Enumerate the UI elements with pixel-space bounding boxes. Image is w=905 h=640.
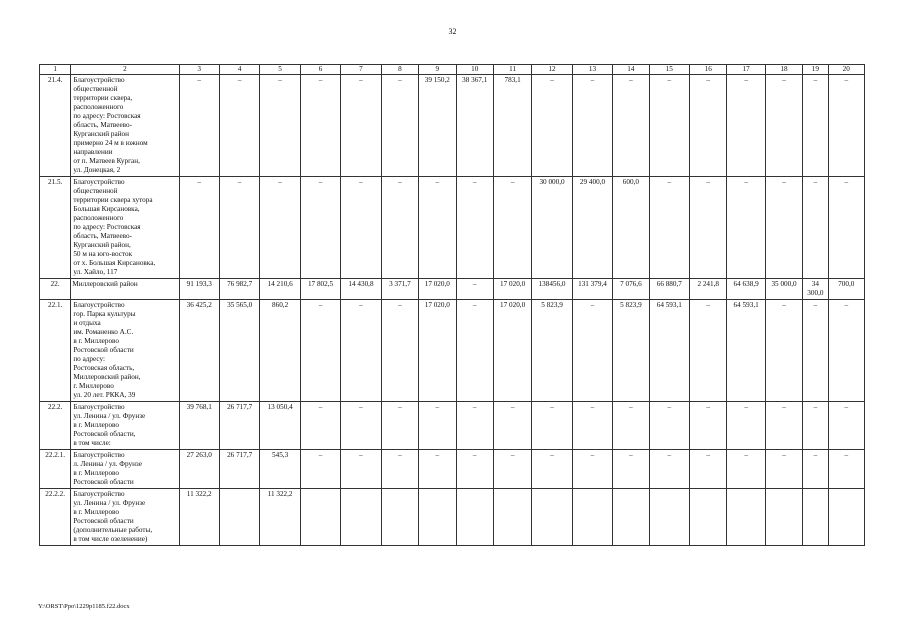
value-cell-col-17: – <box>727 402 765 450</box>
value-cell-col-15: – <box>649 402 689 450</box>
budget-table <box>39 64 865 546</box>
value-cell-col-7: – <box>341 300 381 402</box>
value-cell-col-10: – <box>456 279 493 300</box>
value-cell-col-15: – <box>649 75 689 177</box>
column-header-5: 5 <box>260 65 300 75</box>
row-code: 22.2.2. <box>40 489 71 546</box>
value-cell-col-19: – <box>803 450 828 489</box>
value-cell-col-10: – <box>456 402 493 450</box>
value-cell-col-10: – <box>456 450 493 489</box>
value-cell-col-10 <box>456 489 493 546</box>
value-cell-col-4: 26 717,7 <box>219 402 259 450</box>
value-cell-col-15: 64 593,1 <box>649 300 689 402</box>
row-code: 21.5. <box>40 177 71 279</box>
row-name: Благоустройство общественной территории сквера, расположенного по адресу: Ростовская область, Матвеево- Курганский район примерно 24 м в южном направлении от п. Матвеев Курган, ул. Донецкая, 2 <box>71 75 179 177</box>
column-header-18: 18 <box>765 65 802 75</box>
value-cell-col-6 <box>300 489 340 546</box>
value-cell-col-14: 600,0 <box>613 177 649 279</box>
value-cell-col-14: 7 076,6 <box>613 279 649 300</box>
value-cell-col-3: 11 322,2 <box>179 489 219 546</box>
value-cell-col-17: 64 638,9 <box>727 279 765 300</box>
value-cell-col-7 <box>341 489 381 546</box>
value-cell-col-5: 11 322,2 <box>260 489 300 546</box>
table-row <box>40 402 865 450</box>
row-code: 22.1. <box>40 300 71 402</box>
value-cell-col-5: 14 210,6 <box>260 279 300 300</box>
value-cell-col-8: – <box>381 300 418 402</box>
value-cell-col-17: – <box>727 75 765 177</box>
value-cell-col-17: – <box>727 177 765 279</box>
column-header-7: 7 <box>341 65 381 75</box>
value-cell-col-3: 27 263,0 <box>179 450 219 489</box>
value-cell-col-7: – <box>341 177 381 279</box>
value-cell-col-5: 545,3 <box>260 450 300 489</box>
value-cell-col-8: – <box>381 177 418 279</box>
value-cell-col-4: – <box>219 177 259 279</box>
value-cell-col-16 <box>690 489 727 546</box>
table-row <box>40 300 865 402</box>
value-cell-col-7: – <box>341 402 381 450</box>
value-cell-col-8: 3 371,7 <box>381 279 418 300</box>
value-cell-col-9: – <box>419 177 456 279</box>
value-cell-col-4 <box>219 489 259 546</box>
value-cell-col-5: 13 050,4 <box>260 402 300 450</box>
value-cell-col-12: 30 000,0 <box>532 177 572 279</box>
value-cell-col-13 <box>572 489 612 546</box>
column-header-17: 17 <box>727 65 765 75</box>
value-cell-col-5: – <box>260 75 300 177</box>
column-header-10: 10 <box>456 65 493 75</box>
row-name: Благоустройство л. Ленина / ул. Фрунзе в г. Миллерово Ростовской области <box>71 450 179 489</box>
row-name: Благоустройство общественной территории сквера хутора Большая Кирсановка, расположенного по адресу: Ростовская область, Матвеево- Курганский район, 50 м на юго-восток от х. Большая Кирсановка, ул. Хайло, 117 <box>71 177 179 279</box>
value-cell-col-12: – <box>532 402 572 450</box>
value-cell-col-4: 26 717,7 <box>219 450 259 489</box>
value-cell-col-3: 39 768,1 <box>179 402 219 450</box>
value-cell-col-12: 5 823,9 <box>532 300 572 402</box>
value-cell-col-14: – <box>613 75 649 177</box>
table-row <box>40 489 865 546</box>
value-cell-col-9: 39 150,2 <box>419 75 456 177</box>
value-cell-col-19 <box>803 489 828 546</box>
value-cell-col-17 <box>727 489 765 546</box>
value-cell-col-11: 17 020,0 <box>493 300 531 402</box>
value-cell-col-18: – <box>765 75 802 177</box>
value-cell-col-19: – <box>803 177 828 279</box>
value-cell-col-3: – <box>179 177 219 279</box>
value-cell-col-11 <box>493 489 531 546</box>
column-header-13: 13 <box>572 65 612 75</box>
value-cell-col-15: – <box>649 450 689 489</box>
value-cell-col-12: 138456,0 <box>532 279 572 300</box>
value-cell-col-9: 17 020,0 <box>419 300 456 402</box>
row-name: Благоустройство гор. Парка культуры и отдыха им. Романенко А.С. в г. Миллерово Ростовской области по адресу: Ростовская область, Миллеровский район, г. Миллерово ул. 20 лет. РККА, 39 <box>71 300 179 402</box>
value-cell-col-11: – <box>493 450 531 489</box>
value-cell-col-15: – <box>649 177 689 279</box>
column-header-3: 3 <box>179 65 219 75</box>
value-cell-col-20 <box>828 489 865 546</box>
value-cell-col-14: – <box>613 450 649 489</box>
value-cell-col-20: – <box>828 300 865 402</box>
column-header-1: 1 <box>40 65 71 75</box>
value-cell-col-13: – <box>572 75 612 177</box>
value-cell-col-12: – <box>532 75 572 177</box>
column-header-2: 2 <box>71 65 179 75</box>
column-header-4: 4 <box>219 65 259 75</box>
value-cell-col-5: – <box>260 177 300 279</box>
value-cell-col-15: 66 880,7 <box>649 279 689 300</box>
value-cell-col-18: – <box>765 450 802 489</box>
value-cell-col-14: 5 823,9 <box>613 300 649 402</box>
value-cell-col-13: 29 400,0 <box>572 177 612 279</box>
value-cell-col-13: 131 379,4 <box>572 279 612 300</box>
value-cell-col-10: 38 367,1 <box>456 75 493 177</box>
row-name: Благоустройство ул. Ленина / ул. Фрунзе в г. Миллерово Ростовской области (дополнительные работы, в том числе озеленение) <box>71 489 179 546</box>
row-name: Благоустройство ул. Ленина / ул. Фрунзе в г. Миллерово Ростовской области, в том числе: <box>71 402 179 450</box>
value-cell-col-6: – <box>300 402 340 450</box>
table-body <box>40 75 865 546</box>
value-cell-col-18 <box>765 489 802 546</box>
value-cell-col-16: – <box>690 450 727 489</box>
value-cell-col-20: – <box>828 402 865 450</box>
value-cell-col-12: – <box>532 450 572 489</box>
row-code: 22.2. <box>40 402 71 450</box>
value-cell-col-7: 14 430,8 <box>341 279 381 300</box>
value-cell-col-4: 76 982,7 <box>219 279 259 300</box>
value-cell-col-3: – <box>179 75 219 177</box>
value-cell-col-16: – <box>690 300 727 402</box>
value-cell-col-3: 91 193,3 <box>179 279 219 300</box>
column-header-12: 12 <box>532 65 572 75</box>
value-cell-col-20: – <box>828 75 865 177</box>
page-number: 32 <box>448 27 457 36</box>
value-cell-col-6: – <box>300 450 340 489</box>
value-cell-col-13: – <box>572 300 612 402</box>
value-cell-col-8: – <box>381 450 418 489</box>
table-row <box>40 75 865 177</box>
value-cell-col-12 <box>532 489 572 546</box>
table-row <box>40 450 865 489</box>
value-cell-col-13: – <box>572 450 612 489</box>
value-cell-col-15 <box>649 489 689 546</box>
value-cell-col-10: – <box>456 300 493 402</box>
value-cell-col-6: – <box>300 177 340 279</box>
value-cell-col-8 <box>381 489 418 546</box>
value-cell-col-4: 35 565,0 <box>219 300 259 402</box>
row-name: Миллеровский район <box>71 279 179 300</box>
value-cell-col-5: 860,2 <box>260 300 300 402</box>
table-row <box>40 177 865 279</box>
value-cell-col-9: – <box>419 402 456 450</box>
value-cell-col-14 <box>613 489 649 546</box>
column-header-6: 6 <box>300 65 340 75</box>
value-cell-col-16: – <box>690 177 727 279</box>
footer-file-path: Y:\ORST\Ppo\1229p1185.f22.docx <box>38 603 130 610</box>
column-header-19: 19 <box>803 65 828 75</box>
value-cell-col-6: – <box>300 75 340 177</box>
column-header-9: 9 <box>419 65 456 75</box>
value-cell-col-20: – <box>828 450 865 489</box>
column-header-14: 14 <box>613 65 649 75</box>
value-cell-col-11: – <box>493 177 531 279</box>
value-cell-col-8: – <box>381 402 418 450</box>
value-cell-col-17: – <box>727 450 765 489</box>
value-cell-col-16: 2 241,8 <box>690 279 727 300</box>
value-cell-col-19: – <box>803 300 828 402</box>
value-cell-col-6: – <box>300 300 340 402</box>
value-cell-col-9: – <box>419 450 456 489</box>
value-cell-col-19: – <box>803 402 828 450</box>
row-code: 21.4. <box>40 75 71 177</box>
value-cell-col-11: 17 020,0 <box>493 279 531 300</box>
value-cell-col-6: 17 802,5 <box>300 279 340 300</box>
column-header-15: 15 <box>649 65 689 75</box>
value-cell-col-9 <box>419 489 456 546</box>
value-cell-col-14: – <box>613 402 649 450</box>
value-cell-col-11: 783,1 <box>493 75 531 177</box>
column-number-row <box>40 65 865 75</box>
value-cell-col-16: – <box>690 75 727 177</box>
value-cell-col-16: – <box>690 402 727 450</box>
value-cell-col-7: – <box>341 450 381 489</box>
table-row <box>40 279 865 300</box>
row-code: 22. <box>40 279 71 300</box>
value-cell-col-17: 64 593,1 <box>727 300 765 402</box>
value-cell-col-8: – <box>381 75 418 177</box>
value-cell-col-11: – <box>493 402 531 450</box>
column-header-11: 11 <box>493 65 531 75</box>
column-header-16: 16 <box>690 65 727 75</box>
row-code: 22.2.1. <box>40 450 71 489</box>
value-cell-col-4: – <box>219 75 259 177</box>
column-header-20: 20 <box>828 65 865 75</box>
value-cell-col-18: – <box>765 177 802 279</box>
value-cell-col-10: – <box>456 177 493 279</box>
value-cell-col-3: 36 425,2 <box>179 300 219 402</box>
value-cell-col-7: – <box>341 75 381 177</box>
value-cell-col-19: – <box>803 75 828 177</box>
value-cell-col-13: – <box>572 402 612 450</box>
value-cell-col-18: 35 000,0 <box>765 279 802 300</box>
value-cell-col-20: 700,0 <box>828 279 865 300</box>
value-cell-col-20: – <box>828 177 865 279</box>
column-header-8: 8 <box>381 65 418 75</box>
value-cell-col-18: – <box>765 402 802 450</box>
value-cell-col-19: 34 300,0 <box>803 279 828 300</box>
value-cell-col-18: – <box>765 300 802 402</box>
value-cell-col-9: 17 020,0 <box>419 279 456 300</box>
